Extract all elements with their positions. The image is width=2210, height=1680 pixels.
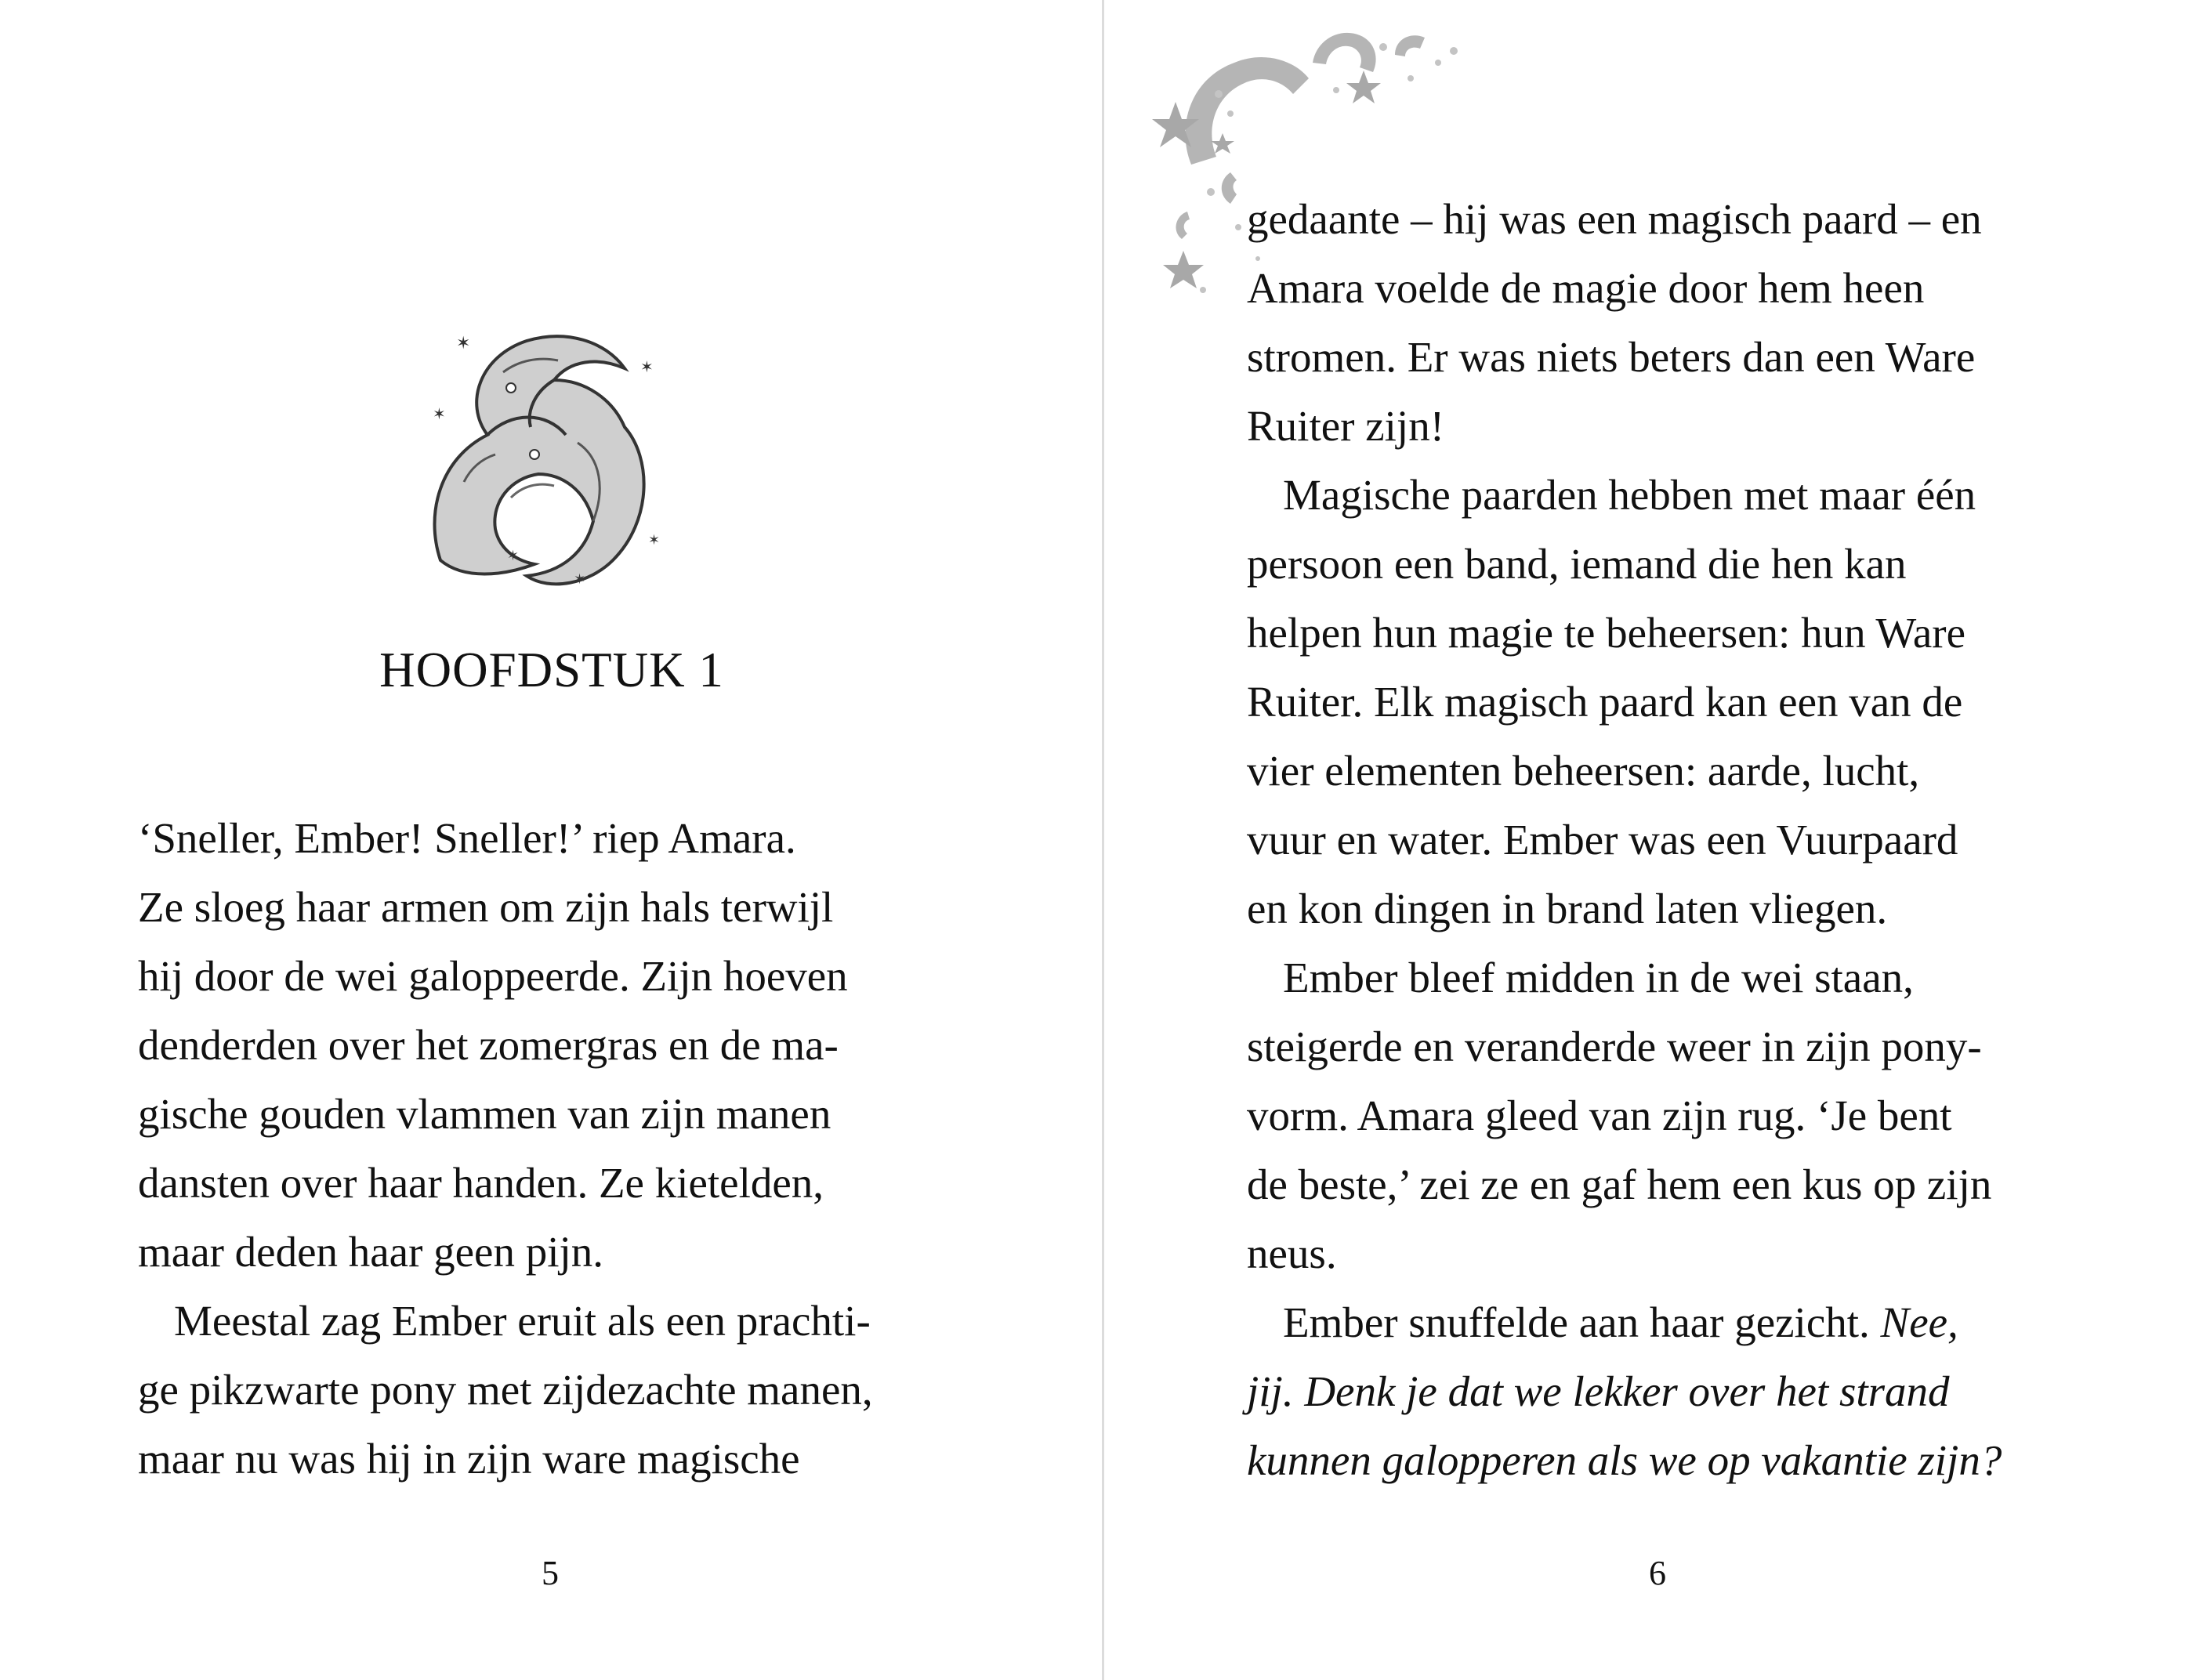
text-segment-regular: Ember snuffelde aan haar gezicht. [1283,1298,1881,1346]
text-line: vier elementen beheersen: aarde, lucht, [1247,747,1920,795]
left-page [0,0,1103,1680]
text-line: ge pikzwarte pony met zijdezachte manen, [138,1366,873,1414]
text-line-italic [1247,1357,2140,1426]
svg-text:✶: ✶ [574,571,586,588]
text-line-mixed [1247,1288,2140,1357]
text-line: Meestal zag Ember eruit als een prachti- [174,1297,871,1345]
text-line-italic [1247,1426,2140,1495]
text-line: maar nu was hij in zijn ware magische [138,1435,800,1483]
svg-text:✶: ✶ [433,404,446,423]
text-line: steigerde en veranderde weer in zijn pony- [1247,1023,1982,1070]
text-line: vorm. Amara gleed van zijn rug. ‘Je bent [1247,1092,1952,1139]
text-line: maar deden haar geen pijn. [138,1228,604,1276]
left-page-body [138,804,1016,1494]
text-line: Ember bleef midden in de wei staan, [1283,954,1914,1001]
svg-text:✶: ✶ [507,548,520,564]
text-line: Magische paarden hebben met maar één [1283,471,1976,519]
text-line: persoon een band, iemand die hen kan [1247,540,1907,588]
text-line: gische gouden vlammen van zijn manen [138,1090,831,1138]
text-line: Ruiter. Elk magisch paard kan een van de [1247,678,1963,726]
text-line: de beste,’ zei ze en gaf hem een kus op zijn [1247,1160,1992,1208]
text-line: dansten over haar handen. Ze kietelden, [138,1159,824,1207]
text-line: Amara voelde de magie door hem heen [1247,264,1925,312]
svg-text:✶: ✶ [648,532,661,549]
text-line: vuur en water. Ember was een Vuurpaard [1247,816,1958,864]
right-page-body [1247,185,2140,1495]
text-line: Ruiter zijn! [1247,402,1445,450]
italic-text: jij. Denk je dat we lekker over het strand [1247,1367,1950,1415]
text-line: denderden over het zomergras en de ma- [138,1021,839,1069]
text-line: ‘Sneller, Ember! Sneller!’ riep Amara. [138,814,796,862]
page-number: 6 [1649,1554,1666,1592]
italic-text: kunnen galopperen als we op vakantie zijn? [1247,1436,2002,1484]
page-number: 5 [542,1554,559,1592]
text-line: gedaante – hij was een magisch paard – en [1247,195,1982,243]
ocean-wave-icon [417,325,676,592]
text-line: helpen hun magie te beheersen: hun Ware [1247,609,1965,657]
svg-text:✶: ✶ [456,334,471,353]
page-divider [1102,0,1104,1680]
svg-text:✶: ✶ [640,357,654,376]
text-line: en kon dingen in brand laten vliegen. [1247,885,1888,932]
text-line: hij door de wei galoppeerde. Zijn hoeven [138,952,848,1000]
chapter-title: HOOFDSTUK 1 [379,643,724,697]
text-segment-italic: Nee, [1880,1298,1958,1346]
text-line: neus. [1247,1229,1337,1277]
text-line: Ze sloeg haar armen om zijn hals terwijl [138,883,834,931]
text-line: stromen. Er was niets beters dan een Ware [1247,333,1976,381]
